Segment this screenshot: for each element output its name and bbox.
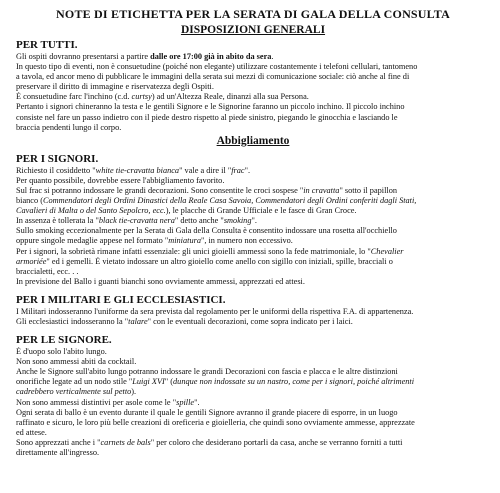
- paragraph-line: direttamente all'ingresso.: [16, 448, 100, 457]
- heading-per-le-signore: PER LE SIGNORE.: [16, 334, 112, 347]
- text-run: " ed i gemelli. È vietato indossare un altro gioiello come anello con sigillo con iniziali, spille, bracciali o: [46, 256, 393, 266]
- italic-run: frac: [231, 165, 245, 175]
- paragraph-line: [16, 438, 490, 448]
- paragraph-line: Pertanto i signori chineranno la testa e le gentili Signore e le Signorine faranno un piccolo inchino. Il piccolo inchino: [16, 102, 405, 112]
- italic-run: Luigi XVI: [132, 377, 165, 387]
- italic-run: cadrebbero verticalmente sul petto: [16, 387, 132, 397]
- section-title-abbigliamento: [16, 134, 490, 148]
- text-run: ), le placche di Grande Ufficiale e le fasce di Gran Croce.: [165, 206, 357, 216]
- italic-run: armoriée: [16, 256, 47, 266]
- text-run: In assenza è tollerata la ": [16, 216, 99, 226]
- italic-run: Cavalieri di Malta o del Santo Sepolcro, ecc.: [16, 206, 166, 216]
- heading-per-i-signori: PER I SIGNORI.: [16, 152, 99, 165]
- document-title: NOTE DI ETICHETTA PER LA SERATA DI GALA DELLA CONSULTA: [56, 7, 450, 21]
- text-run: Gli ecclesiastici indosseranno la ": [16, 316, 129, 326]
- text-run: Sono apprezzati anche i ": [16, 437, 101, 447]
- text-run: " sotto il papillon: [339, 185, 397, 195]
- text-run: ", in numero non eccessivo.: [200, 236, 293, 246]
- paragraph-line: [16, 52, 490, 62]
- text-run: " per coloro che desiderano portarli da casa, anche se verranno forniti a tutti: [150, 437, 403, 447]
- text-run: Richiesto il cosiddetto ": [16, 165, 96, 175]
- text-run: onorifiche legate ad un nodo stile ": [16, 377, 133, 387]
- italic-run: black tie-cravatta nera: [98, 216, 175, 226]
- text-run: " (: [164, 377, 174, 387]
- text-run: ".: [244, 165, 251, 175]
- paragraph-line: In previsione del Ballo i guanti bianchi sono ovviamente ammessi, apprezzati ed attesi.: [16, 276, 305, 286]
- text-run: " detto anche ": [174, 216, 224, 226]
- text-run: Non sono ammessi distintivi per asole come le ": [16, 397, 177, 407]
- italic-run: smoking: [223, 216, 252, 226]
- paragraph-line: È d'uopo solo l'abito lungo.: [16, 347, 107, 357]
- paragraph-line: preservare il diritto di immagine e riservatezza degli Ospiti.: [16, 82, 214, 92]
- italic-run: Chevalier: [370, 246, 404, 256]
- paragraph-line: raffinato e sicuro, le loro più belle creazioni di oreficeria e gioielleria, che quindi sono ovviamente ammesse, apprezzate: [16, 417, 415, 427]
- italic-run: white tie-cravatta bianca: [95, 165, 180, 175]
- paragraph-line: [16, 216, 490, 226]
- paragraph-line: Ogni serata di ballo è un evento durante il quale le gentili Signore avranno il grande piacere di esporre, in un luogo: [16, 407, 398, 417]
- text-run: bianco (: [16, 196, 43, 206]
- text-run: Gli ospiti dovranno presentarsi a partire: [16, 52, 151, 61]
- text-run: oppure singole medaglie appese nel formato ": [16, 236, 169, 246]
- text-run: Per i signori, la sobrietà rimane infatti essenziale: gli unici gioielli ammessi sono la fede matrimoniale, lo ": [16, 246, 371, 256]
- italic-run: curtsy: [131, 92, 152, 102]
- paragraph-line: ed attese.: [16, 427, 47, 437]
- paragraph-line: I Militari indosseranno l'uniforme da sera prevista dal regolamento per le uniformi della rispettiva F.A. di appartenenza.: [16, 306, 414, 316]
- paragraph-line: Anche le Signore sull'abito lungo potranno indossare le grandi Decorazioni con fascia e placca e le altre distinzioni: [16, 367, 398, 377]
- paragraph-line: In questo tipo di eventi, non è consuetudine (poiché non elegante) utilizzare costantemente i telefoni cellulari, tantomeno: [16, 62, 418, 72]
- paragraph-line: Non sono ammessi abiti da cocktail.: [16, 357, 137, 367]
- bold-run: dalle ore 17:00 già in abito da sera: [150, 52, 272, 61]
- text-run: ) ad un'Altezza Reale, dinanzi alla sua Persona.: [151, 92, 309, 102]
- paragraph-line: Sullo smoking eccezionalmente per la Serata di Gala della Consulta è consentito indossare una rosetta all'occhiello: [16, 226, 397, 236]
- section-title-disposizioni-text: DISPOSIZIONI GENERALI: [180, 24, 326, 36]
- paragraph-line: [16, 398, 490, 408]
- italic-run: talare: [128, 316, 148, 326]
- paragraph-line: [16, 236, 490, 246]
- paragraph-line: braccialetti, ecc. . .: [16, 266, 79, 276]
- paragraph-line: braccia pendenti lungo il corpo.: [16, 122, 122, 132]
- heading-per-i-militari: PER I MILITARI E GLI ECCLESIASTICI.: [16, 293, 226, 306]
- paragraph-line: [16, 317, 490, 327]
- italic-run: Commendatori degli Ordini Dinastici della Reale Casa Savoia, Commendatori degli Ordini conferiti dagli Stati,: [42, 196, 417, 206]
- paragraph-line: [16, 186, 490, 196]
- text-run: È consuetudine farc l'inchino (c.d.: [16, 92, 132, 102]
- paragraph-line: [16, 196, 490, 206]
- text-run: .: [271, 52, 274, 61]
- text-run: " con le eventuali decorazioni, come sopra indicato per i laici.: [147, 316, 353, 326]
- paragraph-line: [16, 247, 490, 257]
- paragraph-line: [16, 387, 490, 397]
- paragraph-line: [16, 92, 490, 102]
- section-title-abbigliamento-text: Abbigliamento: [216, 134, 290, 147]
- italic-run: in cravatta: [303, 185, 340, 195]
- paragraph-line: [16, 377, 490, 387]
- text-run: Sul frac si potranno indossare le grandi decorazioni. Sono consentite le croci sospese ": [16, 185, 304, 195]
- text-run: " vale a dire il ": [179, 165, 232, 175]
- paragraph-line: consiste nel fare un passo indietro con il piede destro rispetto al piede sinistro, piegando le ginocchia e lasciando le: [16, 112, 398, 122]
- text-run: ).: [131, 387, 137, 397]
- italic-run: dunque non indossate su un nastro, come per i signori, poiché altrimenti: [173, 377, 415, 387]
- paragraph-line: a tavola, ed ancor meno di pubblicare le immagini della serata sui mezzi di comunicazione sociale: ciò anche al fine di: [16, 72, 410, 82]
- paragraph-line: Per quanto possibile, dovrebbe essere l'abbigliamento favorito.: [16, 175, 225, 185]
- italic-run: spille: [176, 397, 195, 407]
- section-title-disposizioni: [16, 23, 490, 37]
- italic-run: carnets de bals: [100, 437, 151, 447]
- paragraph-line: [16, 206, 490, 216]
- text-run: ".: [194, 397, 200, 407]
- paragraph-line: [16, 166, 490, 176]
- text-run: ".: [251, 216, 257, 226]
- italic-run: miniatura: [168, 236, 201, 246]
- paragraph-line: [16, 257, 490, 267]
- heading-per-tutti: PER TUTTI.: [16, 39, 78, 51]
